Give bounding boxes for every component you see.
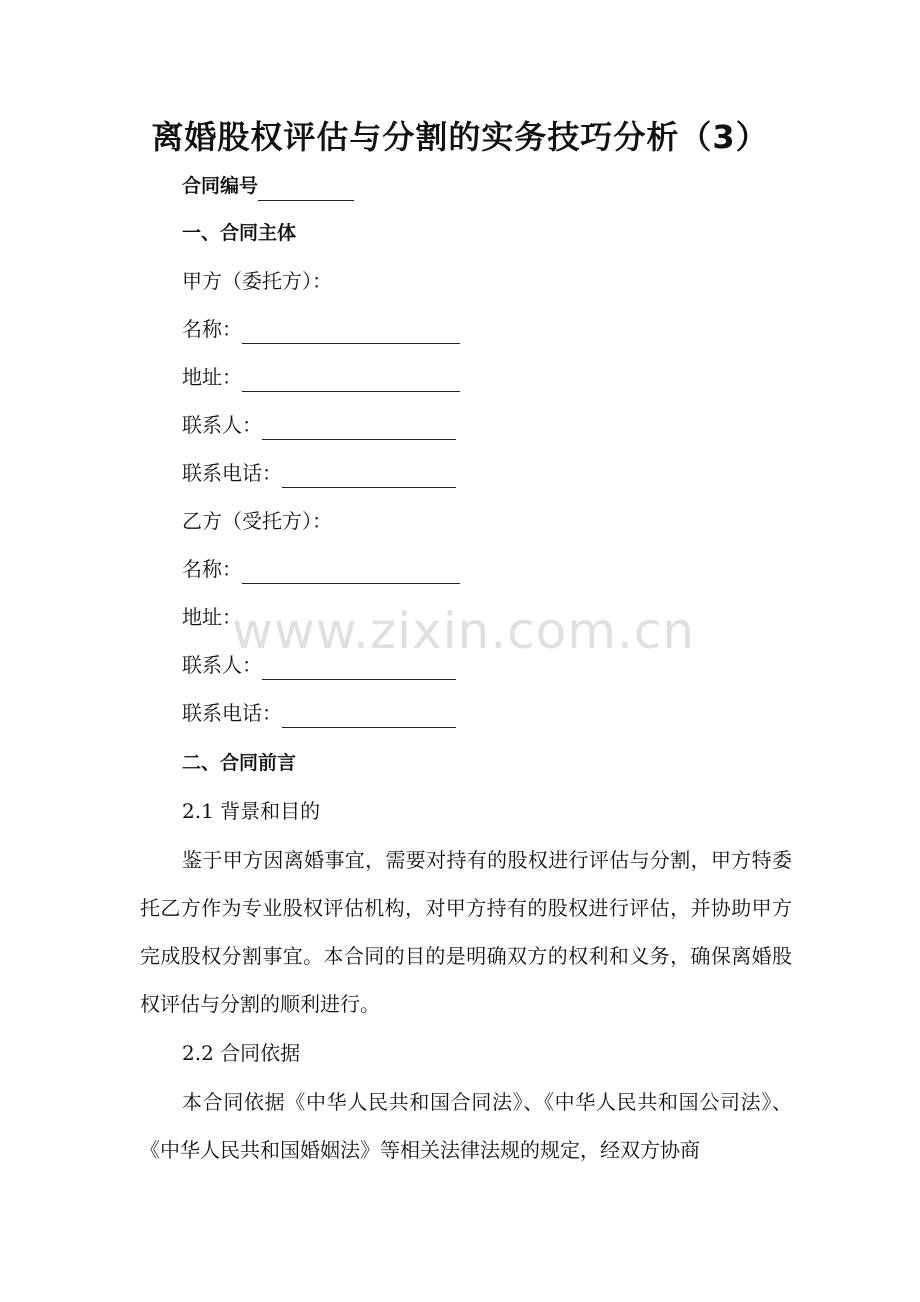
party-b-contact-label: 联系人： [182, 653, 262, 677]
contract-number-label: 合同编号 [182, 175, 259, 197]
party-a-name-blank [242, 321, 460, 344]
party-a-phone-blank [282, 465, 456, 488]
party-b-phone-line [182, 698, 456, 728]
section2-heading: 二、合同前言 [182, 752, 297, 774]
subsection-2-2-paragraph: 本合同依据《中华人民共和国合同法》、《中华人民共和国公司法》、《中华人民共和国婚姻法》等相关法律法规的规定，经双方协商 [140, 1090, 792, 1162]
section1-heading: 一、合同主体 [182, 222, 297, 244]
party-a-address-label: 地址： [182, 365, 242, 389]
party-b-phone-label: 联系电话： [182, 701, 282, 725]
party-b-name-blank [242, 561, 460, 584]
party-a-contact-line [182, 410, 456, 440]
party-b-heading: 乙方（受托方）： [182, 509, 332, 533]
party-b-phone-blank [282, 705, 456, 728]
party-a-address-blank [242, 369, 460, 392]
subsection-2-1-heading: 2.1 背景和目的 [182, 799, 321, 823]
party-a-address-line [182, 362, 460, 392]
party-a-name-label: 名称： [182, 317, 242, 341]
party-a-contact-blank [262, 417, 456, 440]
party-b-name-line [182, 554, 460, 584]
subsection-2-1-paragraph: 鉴于甲方因离婚事宜，需要对持有的股权进行评估与分割，甲方特委托乙方作为专业股权评估机构，对甲方持有的股权进行评估，并协助甲方完成股权分割事宜。本合同的目的是明确双方的权利和义务，确保离婚股权评估与分割的顺利进行。 [140, 848, 792, 1016]
contract-number-blank [258, 178, 354, 201]
party-b-address-label: 地址： [182, 605, 242, 629]
document-title: 离婚股权评估与分割的实务技巧分析（3） [151, 118, 769, 156]
party-a-phone-line [182, 458, 456, 488]
party-a-name-line [182, 314, 460, 344]
party-a-heading: 甲方（委托方）： [182, 269, 332, 293]
party-a-phone-label: 联系电话： [182, 461, 282, 485]
watermark: www.zixin.com.cn [232, 602, 696, 660]
contract-number-line [182, 171, 354, 201]
subsection-2-2-heading: 2.2 合同依据 [182, 1041, 301, 1065]
party-a-contact-label: 联系人： [182, 413, 262, 437]
party-b-name-label: 名称： [182, 557, 242, 581]
party-b-contact-blank [262, 657, 456, 680]
